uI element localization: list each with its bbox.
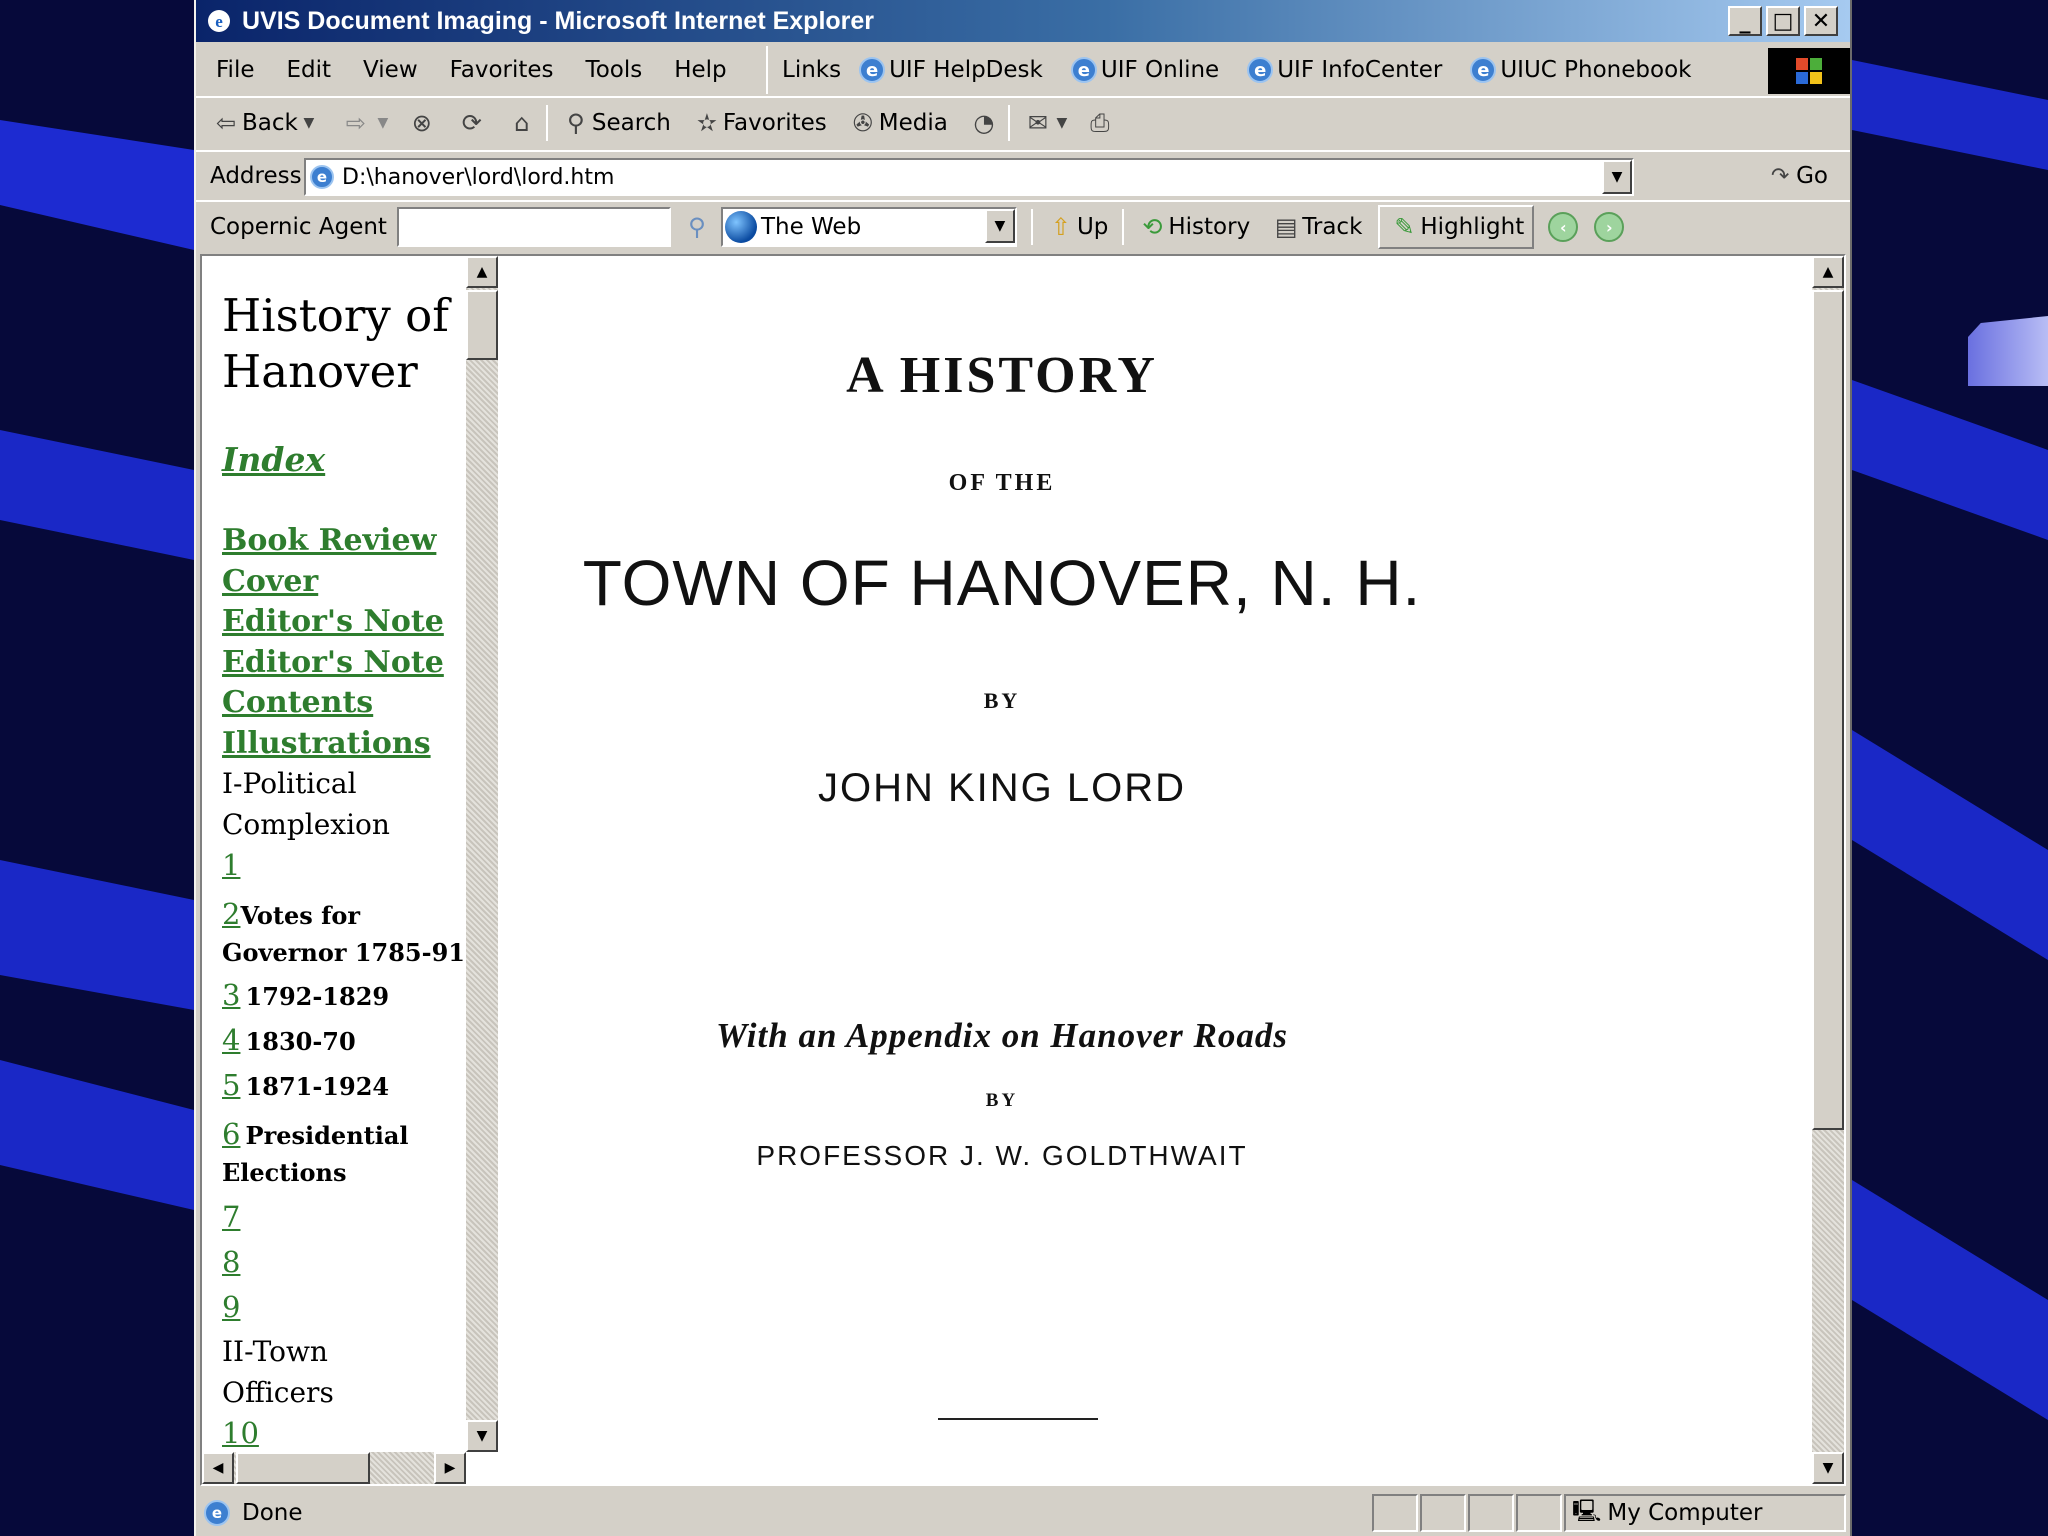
chapter-desc: 1830-70 xyxy=(245,1027,356,1056)
status-cell xyxy=(1372,1494,1418,1532)
scroll-thumb[interactable] xyxy=(466,290,498,360)
chapter-link[interactable]: 10 xyxy=(222,1416,259,1450)
media-icon: ✇ xyxy=(852,109,873,137)
illustrations-link[interactable]: Illustrations xyxy=(222,725,431,761)
status-text: Done xyxy=(242,1500,303,1526)
search-scope-value: The Web xyxy=(760,214,862,240)
history-label: History xyxy=(1168,214,1251,240)
chapter-link[interactable]: 9 xyxy=(222,1290,241,1324)
chapter-desc: 1792-1829 xyxy=(245,982,390,1011)
link-uif-helpdesk[interactable] xyxy=(859,57,1043,83)
my-computer-icon: 🖳 xyxy=(1572,1499,1602,1524)
track-button[interactable] xyxy=(1270,211,1362,243)
minimize-button[interactable]: _ xyxy=(1728,6,1762,36)
media-button[interactable] xyxy=(847,107,948,139)
menu-help[interactable]: Help xyxy=(674,57,727,83)
chapter-link[interactable]: 2 xyxy=(222,897,241,931)
menu-file[interactable]: File xyxy=(216,57,255,83)
copernic-label: Copernic Agent xyxy=(210,214,387,240)
print-icon[interactable]: ⎙ xyxy=(1090,109,1110,137)
ie-logo-icon xyxy=(204,6,234,36)
scroll-up-arrow-icon[interactable]: ▲ xyxy=(466,256,498,288)
scroll-down-arrow-icon[interactable]: ▼ xyxy=(466,1420,498,1452)
favorites-label: Favorites xyxy=(722,110,827,136)
ie-page-icon: e xyxy=(1470,57,1496,83)
scope-dropdown-arrow-icon[interactable]: ▼ xyxy=(985,209,1015,243)
up-label: Up xyxy=(1076,214,1109,240)
doc-author: JOHN KING LORD xyxy=(817,766,1187,810)
up-button[interactable] xyxy=(1045,211,1108,243)
browser-window xyxy=(194,0,1852,1536)
forward-arrow-icon: ⇨ xyxy=(345,109,366,137)
chapter-link[interactable]: 1 xyxy=(222,848,241,882)
scroll-right-arrow-icon[interactable]: ▶ xyxy=(434,1452,466,1484)
toolbar-separator xyxy=(1031,209,1033,245)
up-arrow-icon: ⇧ xyxy=(1050,213,1071,241)
menu-bar xyxy=(196,46,1850,94)
toolbar-separator xyxy=(1122,209,1124,245)
links-bar xyxy=(766,46,1719,94)
chapter-link[interactable]: 6 xyxy=(222,1117,241,1151)
zone-label: My Computer xyxy=(1607,1500,1763,1526)
left-frame-horizontal-scrollbar[interactable] xyxy=(202,1452,466,1484)
address-value: D:\hanover\lord\lord.htm xyxy=(342,164,615,190)
chapter-link[interactable]: 7 xyxy=(222,1200,241,1234)
left-index-frame xyxy=(202,256,498,1484)
status-cell xyxy=(1516,1494,1562,1532)
link-label: UIUC Phonebook xyxy=(1500,57,1692,83)
doc-heading-a-history: A HISTORY xyxy=(846,347,1158,404)
search-scope-select[interactable] xyxy=(721,207,1017,247)
list-item xyxy=(222,1242,482,1287)
forward-button[interactable] xyxy=(340,107,394,139)
title-bar xyxy=(196,0,1850,42)
doc-professor: PROFESSOR J. W. GOLDTHWAIT xyxy=(756,1140,1248,1171)
chapter-desc: 1871-1924 xyxy=(245,1072,390,1101)
menu-tools[interactable]: Tools xyxy=(585,57,643,83)
editors-note-link-2[interactable]: Editor's Note xyxy=(222,644,444,680)
zone-cell xyxy=(1564,1494,1846,1532)
editors-note-link[interactable]: Editor's Note xyxy=(222,604,444,639)
copernic-search-input[interactable] xyxy=(397,207,671,247)
content-area xyxy=(200,254,1846,1486)
standard-toolbar xyxy=(196,96,1850,148)
cover-link[interactable]: Cover xyxy=(222,563,319,599)
address-input[interactable] xyxy=(304,158,1634,196)
ie-page-icon: e xyxy=(1247,57,1273,83)
chapter-desc: Presidential xyxy=(245,1121,409,1150)
link-label: UIF InfoCenter xyxy=(1277,57,1443,83)
doc-appendix: With an Appendix on Hanover Roads xyxy=(715,1016,1289,1055)
doc-by-2: BY xyxy=(985,1090,1019,1111)
section-heading: II-Town xyxy=(222,1335,328,1368)
index-link[interactable]: Index xyxy=(222,440,326,479)
globe-icon xyxy=(725,211,757,243)
chapter-link[interactable]: 3 xyxy=(222,978,241,1012)
list-item xyxy=(222,1020,482,1065)
contents-link[interactable]: Contents xyxy=(222,685,374,720)
list-item xyxy=(222,1065,482,1110)
highlight-button[interactable] xyxy=(1378,205,1534,249)
history-clock-icon[interactable]: ◔ xyxy=(973,109,995,137)
home-icon[interactable]: ⌂ xyxy=(514,109,530,137)
status-cell xyxy=(1468,1494,1514,1532)
chapter-desc: Elections xyxy=(222,1158,347,1187)
scroll-down-arrow-icon[interactable]: ▼ xyxy=(1812,1452,1844,1484)
media-label: Media xyxy=(878,110,948,136)
stop-icon[interactable]: ⊗ xyxy=(411,109,432,137)
chapter-link[interactable]: 8 xyxy=(222,1245,241,1279)
history-button[interactable] xyxy=(1136,211,1250,243)
chapter-desc: Votes for xyxy=(240,901,361,930)
copernic-toolbar xyxy=(196,200,1850,252)
go-label: Go xyxy=(1796,163,1828,189)
refresh-icon[interactable]: ⟳ xyxy=(461,109,482,137)
list-item xyxy=(222,1114,482,1193)
toolbar-separator xyxy=(1008,105,1010,141)
chevron-down-icon[interactable]: ▼ xyxy=(303,115,315,131)
maximize-button[interactable]: □ xyxy=(1766,6,1800,36)
status-cell xyxy=(1420,1494,1466,1532)
track-label: Track xyxy=(1302,214,1363,240)
scroll-thumb[interactable] xyxy=(236,1452,370,1484)
chevron-down-icon[interactable]: ▼ xyxy=(1056,115,1068,131)
slide-bullet-shape xyxy=(1968,316,2048,386)
track-document-icon: ▤ xyxy=(1274,213,1298,241)
scroll-left-arrow-icon[interactable]: ◀ xyxy=(202,1452,234,1484)
search-icon: ⚲ xyxy=(567,109,585,137)
index-title-line1: History of xyxy=(222,289,449,342)
status-bar xyxy=(196,1490,1850,1536)
favorites-button[interactable] xyxy=(691,107,827,139)
scroll-up-arrow-icon[interactable]: ▲ xyxy=(1812,256,1844,288)
go-button[interactable] xyxy=(1764,160,1828,192)
document-frame xyxy=(502,256,1844,1484)
section-heading: I-Political xyxy=(222,767,357,800)
back-button[interactable] xyxy=(210,107,320,139)
mail-icon[interactable]: ✉ xyxy=(1027,109,1048,137)
chapter-desc: Governor 1785-91 xyxy=(222,938,465,967)
chapter-link[interactable]: 4 xyxy=(222,1023,241,1057)
list-item xyxy=(222,845,482,890)
doc-by: BY xyxy=(983,688,1021,713)
list-item xyxy=(222,975,482,1020)
address-label: Address xyxy=(210,163,302,189)
back-arrow-icon: ⇦ xyxy=(215,109,237,137)
link-uif-infocenter[interactable] xyxy=(1247,57,1442,83)
doc-main-title: TOWN OF HANOVER, N. H. xyxy=(582,547,1422,619)
left-frame-vertical-scrollbar[interactable] xyxy=(466,256,498,1452)
favorites-star-icon: ✫ xyxy=(696,109,717,137)
menu-view[interactable]: View xyxy=(363,57,418,83)
search-button[interactable] xyxy=(560,107,671,139)
highlight-pen-icon: ✎ xyxy=(1394,213,1415,241)
link-label: UIF Online xyxy=(1100,57,1220,83)
go-arrow-icon: ↷ xyxy=(1770,163,1790,189)
window-title: UVIS Document Imaging - Microsoft Internet Explorer xyxy=(242,6,875,35)
back-label: Back xyxy=(242,110,298,136)
link-uif-online[interactable] xyxy=(1071,57,1219,83)
menu-favorites[interactable]: Favorites xyxy=(449,57,554,83)
address-bar xyxy=(196,150,1850,200)
link-label: UIF HelpDesk xyxy=(889,57,1043,83)
chapter-link[interactable]: 5 xyxy=(222,1068,241,1102)
ie-page-icon: e xyxy=(310,165,334,189)
search-label: Search xyxy=(591,110,671,136)
close-button[interactable]: ✕ xyxy=(1804,6,1838,36)
svg-text:e: e xyxy=(215,12,223,31)
book-review-link[interactable]: Book Review xyxy=(222,523,437,558)
search-icon[interactable]: ⚲ xyxy=(688,213,706,241)
list-item xyxy=(222,1287,482,1332)
ie-page-icon: e xyxy=(204,1500,230,1526)
links-label: Links xyxy=(782,57,842,83)
toolbar-separator xyxy=(546,105,548,141)
next-highlight-icon[interactable]: › xyxy=(1594,212,1624,242)
doc-of-the: OF THE xyxy=(948,470,1056,496)
link-uiuc-phonebook[interactable] xyxy=(1470,57,1691,83)
ie-page-icon: e xyxy=(1071,57,1097,83)
previous-highlight-icon[interactable]: ‹ xyxy=(1548,212,1578,242)
address-dropdown-arrow-icon[interactable]: ▼ xyxy=(1602,160,1632,194)
list-item xyxy=(222,1197,482,1242)
chevron-down-icon[interactable]: ▼ xyxy=(377,115,389,131)
menu-edit[interactable]: Edit xyxy=(286,57,332,83)
ie-page-icon: e xyxy=(859,57,885,83)
doc-rule xyxy=(938,1418,1098,1420)
document-vertical-scrollbar[interactable] xyxy=(1812,256,1844,1484)
list-item xyxy=(222,894,482,973)
scroll-thumb[interactable] xyxy=(1812,290,1844,1130)
index-title-line2: Hanover xyxy=(222,345,418,398)
document-page xyxy=(502,256,1812,1484)
highlight-label: Highlight xyxy=(1420,214,1525,240)
section-heading: Complexion xyxy=(222,807,390,841)
section-heading: Officers xyxy=(222,1375,334,1409)
windows-logo-icon xyxy=(1768,48,1850,94)
history-icon: ⟲ xyxy=(1142,213,1163,241)
